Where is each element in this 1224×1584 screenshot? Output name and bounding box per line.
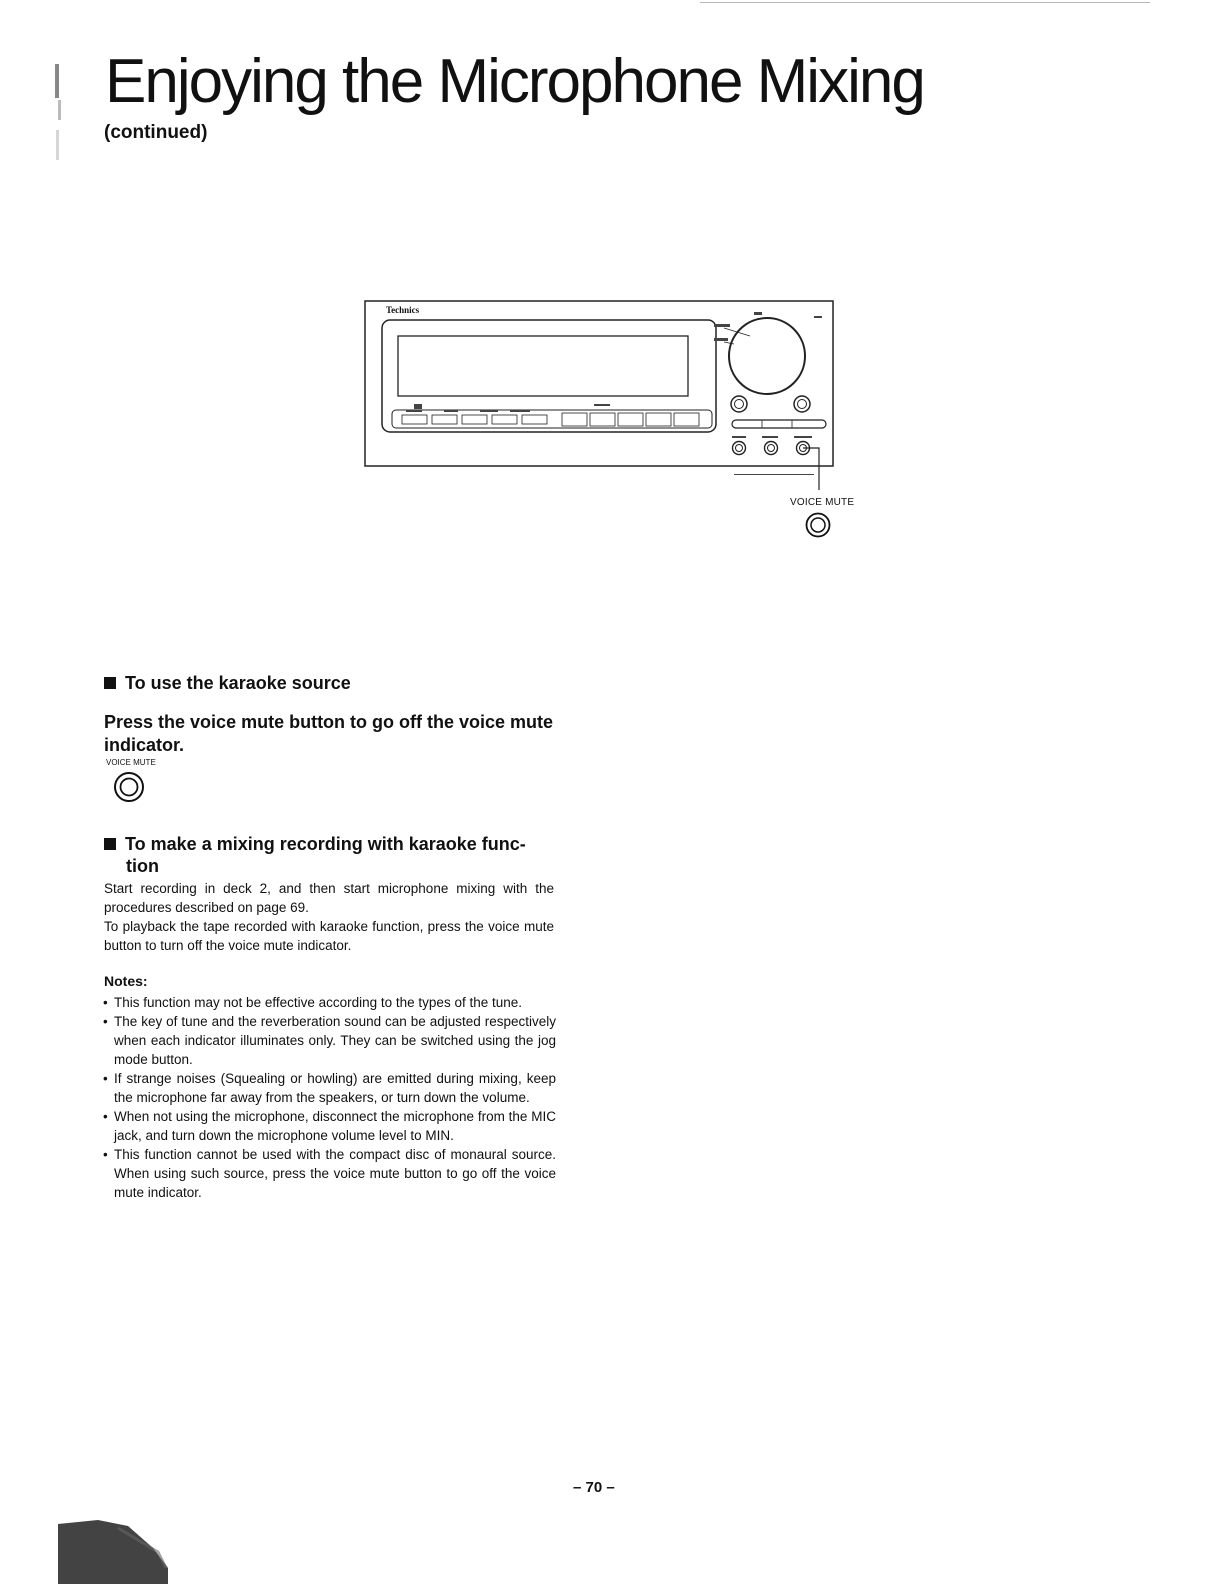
instruction-voice-mute: Press the voice mute button to go off the voice mute indicator. (104, 712, 554, 755)
page-subtitle: (continued) (104, 122, 208, 143)
binding-edge-marks (54, 60, 66, 170)
notes-list (104, 993, 556, 1202)
section-heading-continuation: tion (126, 856, 159, 876)
jog-dial (729, 318, 805, 394)
scan-top-rule (700, 2, 1150, 3)
notes-heading: Notes: (104, 973, 148, 989)
callout-voice-mute-label: VOICE MUTE (790, 497, 855, 508)
section-heading-text: To use the karaoke source (125, 673, 351, 693)
section-heading-karaoke-source (104, 672, 351, 694)
page-title: Enjoying the Microphone Mixing (105, 47, 924, 116)
strip-buttons (402, 413, 699, 426)
dial-tiny-labels (714, 312, 822, 341)
voice-mute-small-label: VOICE MUTE (106, 758, 156, 767)
voice-mute-button-icon (805, 512, 831, 538)
display-window (398, 336, 688, 396)
display-button (731, 396, 747, 412)
square-bullet-icon (104, 838, 116, 850)
paragraph: Start recording in deck 2, and then start microphone mixing with the procedures described on page 69. (104, 881, 554, 915)
front-panel-diagram (362, 298, 842, 498)
paragraph: To playback the tape recorded with karaoke function, press the voice mute button to turn off the voice mute indicator. (104, 919, 554, 953)
strip-tiny-labels (406, 404, 610, 412)
jog-mode-button (794, 396, 810, 412)
note-item: • This function may not be effective according to the types of the tune. (104, 993, 556, 1012)
mixing-recording-body (104, 879, 554, 955)
note-item: • When not using the microphone, disconnect the microphone from the MIC jack, and turn down the microphone volume level to MIN. (104, 1107, 556, 1145)
section-heading-text: To make a mixing recording with karaoke func- (125, 834, 526, 854)
brand-logo: Technics (386, 305, 420, 315)
key-control-button (765, 442, 778, 455)
note-item: • If strange noises (Squealing or howling) are emitted during mixing, keep the microphone far away from the speakers, or turn down the volume. (104, 1069, 556, 1107)
note-item: • The key of tune and the reverberation sound can be adjusted respectively when each indicator illuminates only. They can be switched using the jog mode button. (104, 1012, 556, 1069)
mode-pill-row (732, 420, 826, 428)
square-bullet-icon (104, 677, 116, 689)
page-number: – 70 – (573, 1479, 615, 1496)
echo-button (733, 442, 746, 455)
voice-mute-small-button-icon (113, 771, 145, 803)
scan-corner-mark (58, 1518, 168, 1584)
section-heading-mixing-recording (104, 833, 564, 877)
note-item: • This function cannot be used with the compact disc of monaural source. When using such source, press the voice mute button to go off the voice mute indicator. (104, 1145, 556, 1202)
